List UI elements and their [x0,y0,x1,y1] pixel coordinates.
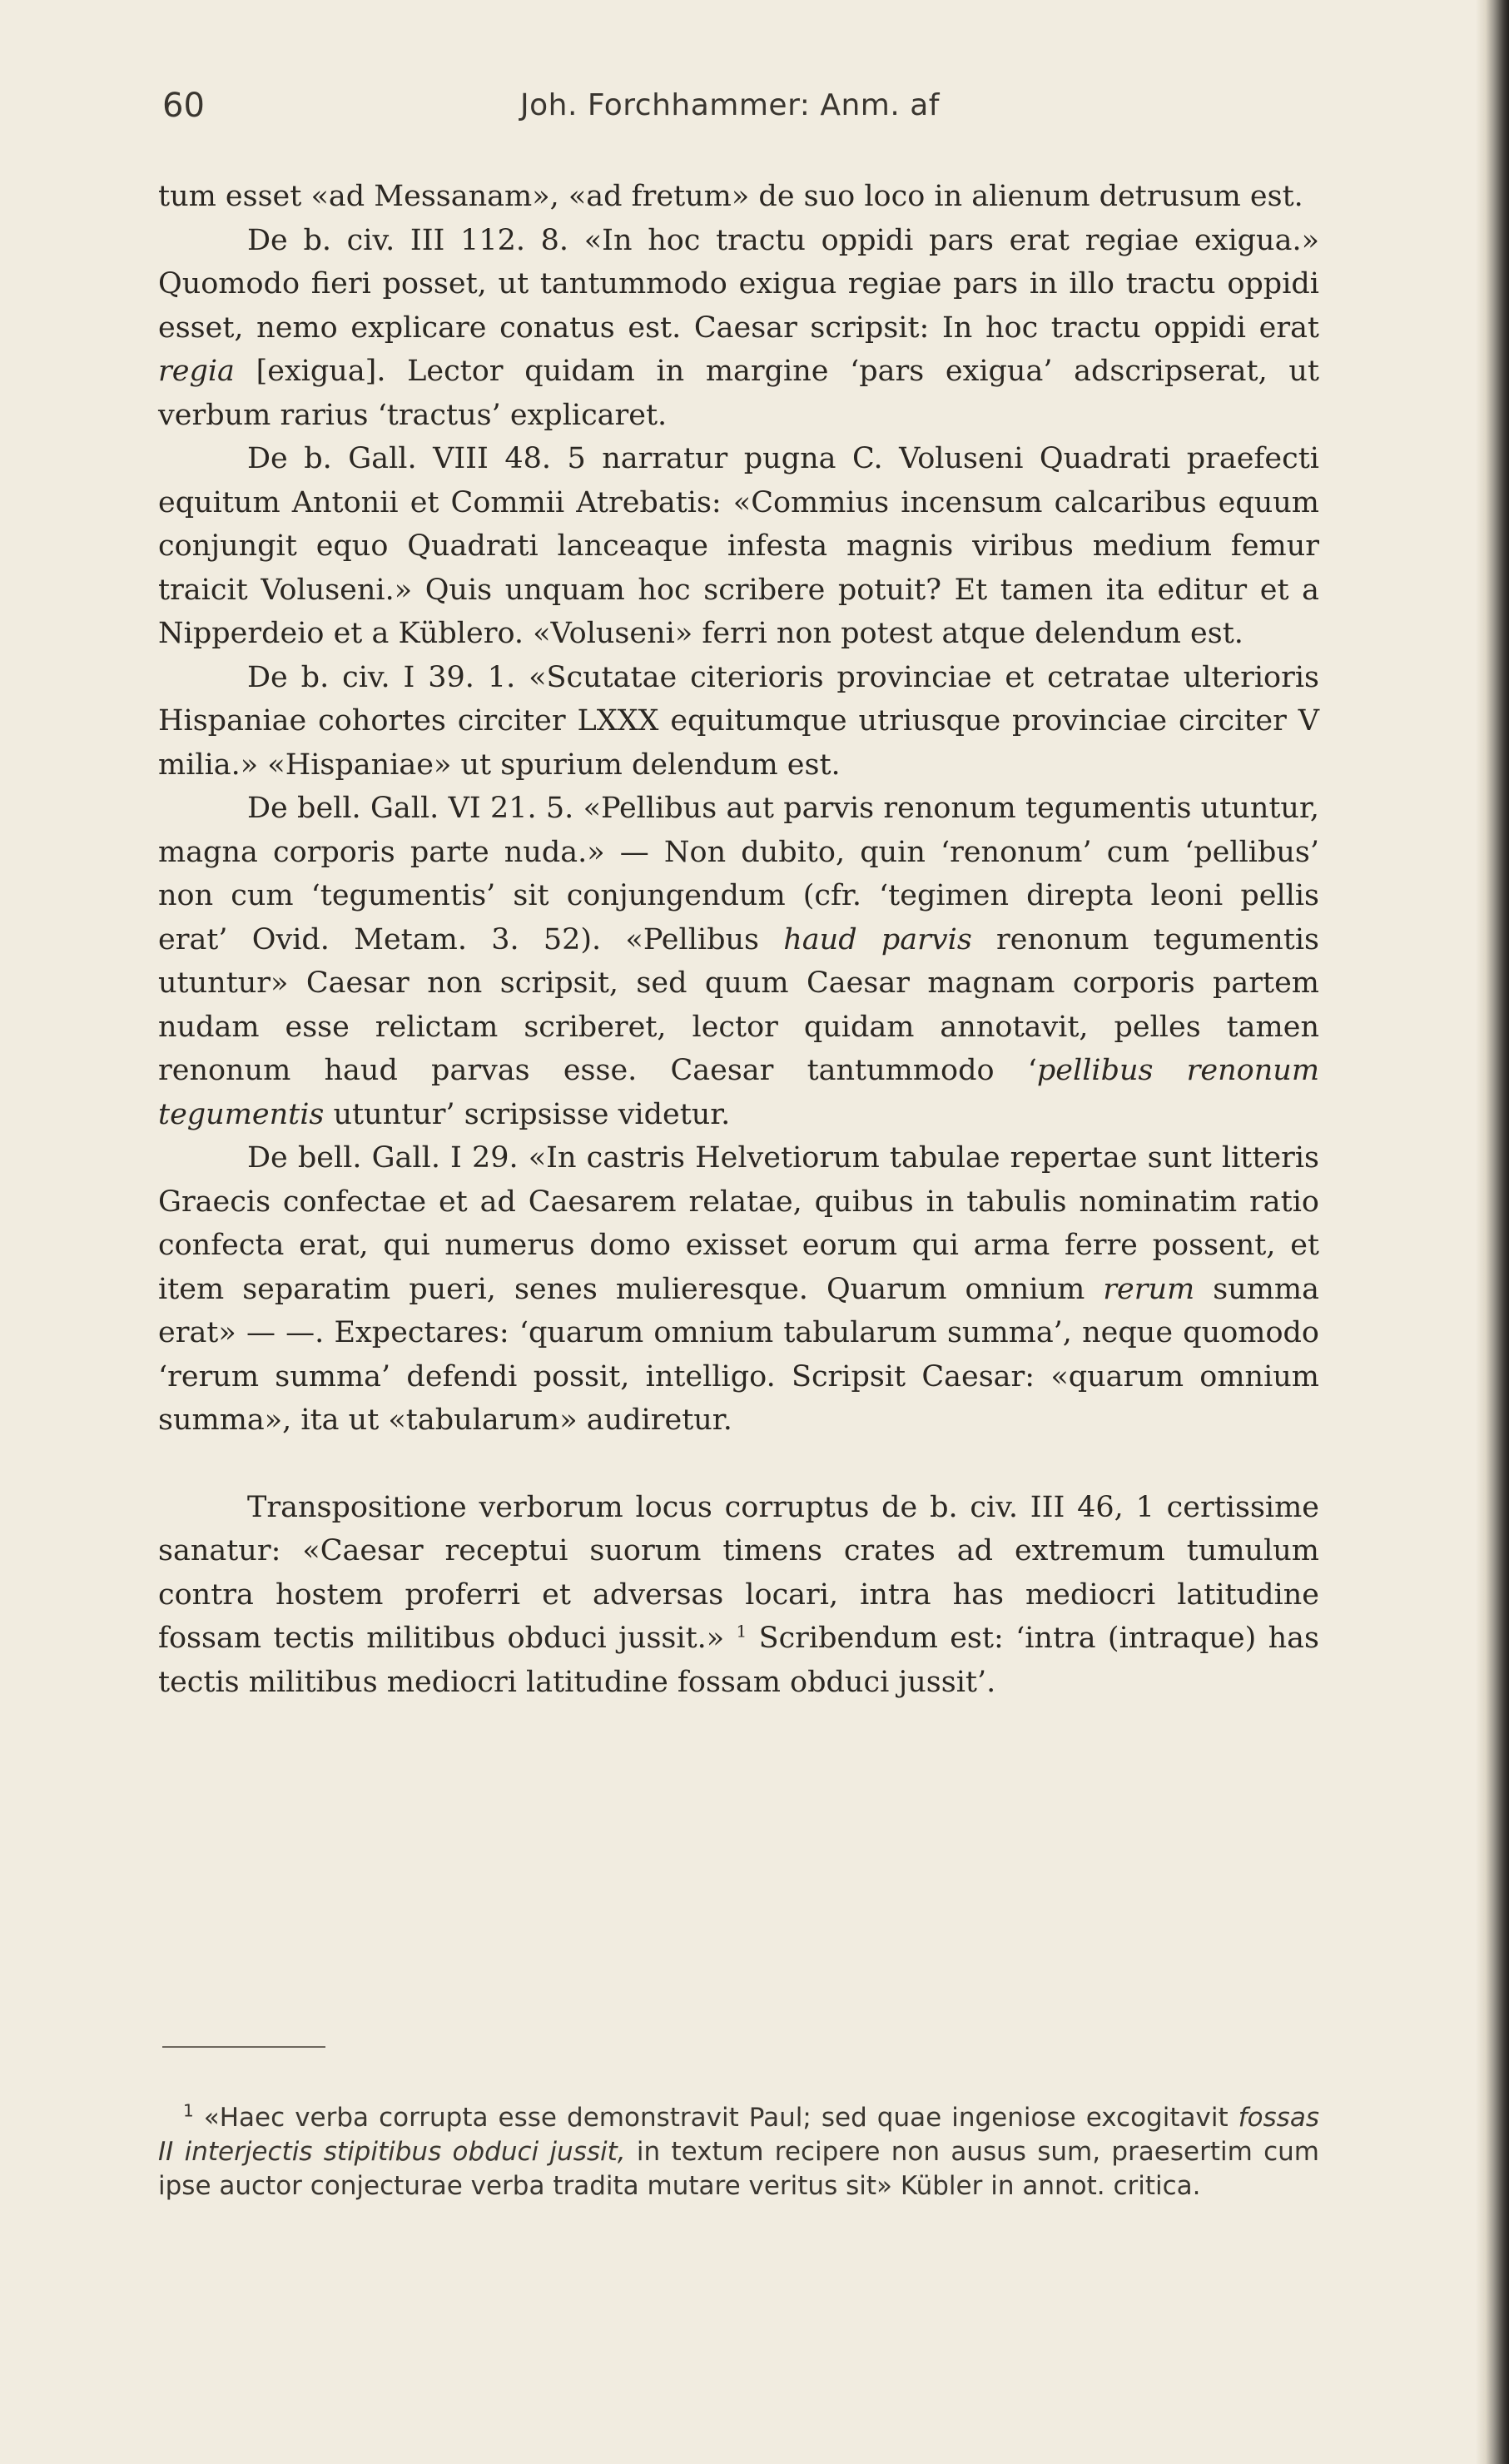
text-run: De b. civ. III 112. 8. «In hoc tractu oppidi pars erat regiae exigua.» Quomodo fieri posset, ut tantummodo exigua regiae pars in illo tractu oppidi esset, nemo explicare conatus est. Caesar scripsit: In hoc tractu oppidi erat [158,223,1319,345]
running-head: Joh. Forchhammer: Anm. af [520,88,940,122]
page-number: 60 [162,87,205,125]
paragraph [158,437,1319,656]
paragraph [158,656,1319,787]
text-run: «Haec verba corrupta esse demonstravit Paul; sed quae ingeniose excogitavit [193,2103,1238,2133]
page-edge-shadow [1476,0,1509,2464]
footnote-divider [162,2046,325,2048]
paragraph [158,175,1319,219]
text-run: Scribendum est: ‘intra (intraque) has tectis militibus mediocri latitudine fossam obduci jussit’. [158,1622,1319,1699]
italic-text: haud parvis [783,922,972,956]
paragraph [158,219,1319,438]
body-text [158,175,1319,1704]
footnotes [158,2101,1319,2203]
footnote-marker[interactable]: 1 [736,1621,747,1642]
text-run: in textum recipere non ausus sum, praesertim cum ipse auctor conjecturae verba tradita mutare veritus sit» Kübler in annot. critica. [158,2137,1319,2201]
text-run: summa erat» — —. Expectares: ‘quarum omnium tabularum summa’, neque quomodo ‘rerum summa’ defendi possit, intelligo. Scripsit Caesar: «quarum omnium summa», ita ut «tabularum» audiretur. [158,1272,1319,1437]
paragraph [158,1486,1319,1705]
paragraph [158,787,1319,1136]
footnote [158,2101,1319,2203]
paragraph [158,1136,1319,1443]
italic-text: pellibus renonum tegumentis [158,1054,1320,1131]
text-run: De bell. Gall. VI 21. 5. «Pellibus aut parvis renonum tegumentis utuntur, magna corporis parte nuda.» — Non dubito, quin ‘renonum’ cum ‘pellibus’ non cum ‘tegumentis’ sit conjungendum (cfr. ‘tegimen direpta leoni pellis erat’ Ovid. Metam. 3. 52). «Pellibus [158,792,1319,956]
text-run: De bell. Gall. I 29. «In castris Helvetiorum tabulae repertae sunt litteris Graecis confectae et ad Caesarem relatae, quibus in tabulis nominatim ratio confecta erat, qui numerus domo exisset eorum qui arma ferre possent, et item separatim pueri, senes mulieresque. Quarum omnium [158,1141,1319,1306]
page-header [162,87,1319,133]
text-run: De b. Gall. VIII 48. 5 narratur pugna C. Voluseni Quadrati praefecti equitum Antonii et Commii Atrebatis: «Commius incensum calcaribus equum conjungit equo Quadrati lanceaque infesta magnis viribus medium femur traicit Voluseni.» Quis unquam hoc scribere potuit? Et tamen ita editur et a Nipperdeio et a Küblero. «Voluseni» ferri non potest atque delendum est. [158,442,1319,650]
italic-text: fossas II interjectis stipitibus obduci jussit, [158,2103,1319,2167]
text-run: [exigua]. Lector quidam in margine ‘pars exigua’ adscripserat, ut verbum rarius ‘tractus’ explicaret. [158,355,1319,432]
text-run: Transpositione verborum locus corruptus de b. civ. III 46, 1 certissime sanatur: «Caesar receptui suorum timens crates ad extremum tumulum contra hostem proferri et adversas locari, intra has mediocri latitudine fossam tectis militibus obduci jussit.» [158,1490,1319,1655]
footnote-number: 1 [183,2100,194,2121]
italic-text: rerum [1103,1272,1195,1306]
text-run: utuntur’ scripsisse videtur. [324,1097,731,1131]
italic-text: regia [158,355,235,388]
text-run: tum esset «ad Messanam», «ad fretum» de suo loco in alienum detrusum est. [158,180,1303,213]
text-run: De b. civ. I 39. 1. «Scutatae citerioris provinciae et cetratae ulterioris Hispaniae cohortes circiter LXXX equitumque utriusque provinciae circiter V milia.» «Hispaniae» ut spurium delendum est. [158,660,1319,782]
text-run: renonum tegumentis utuntur» Caesar non scripsit, sed quum Caesar magnam corporis partem nudam esse relictam scriberet, lector quidam annotavit, pelles tamen renonum haud parvas esse. Caesar tantummodo ‘ [158,922,1319,1087]
